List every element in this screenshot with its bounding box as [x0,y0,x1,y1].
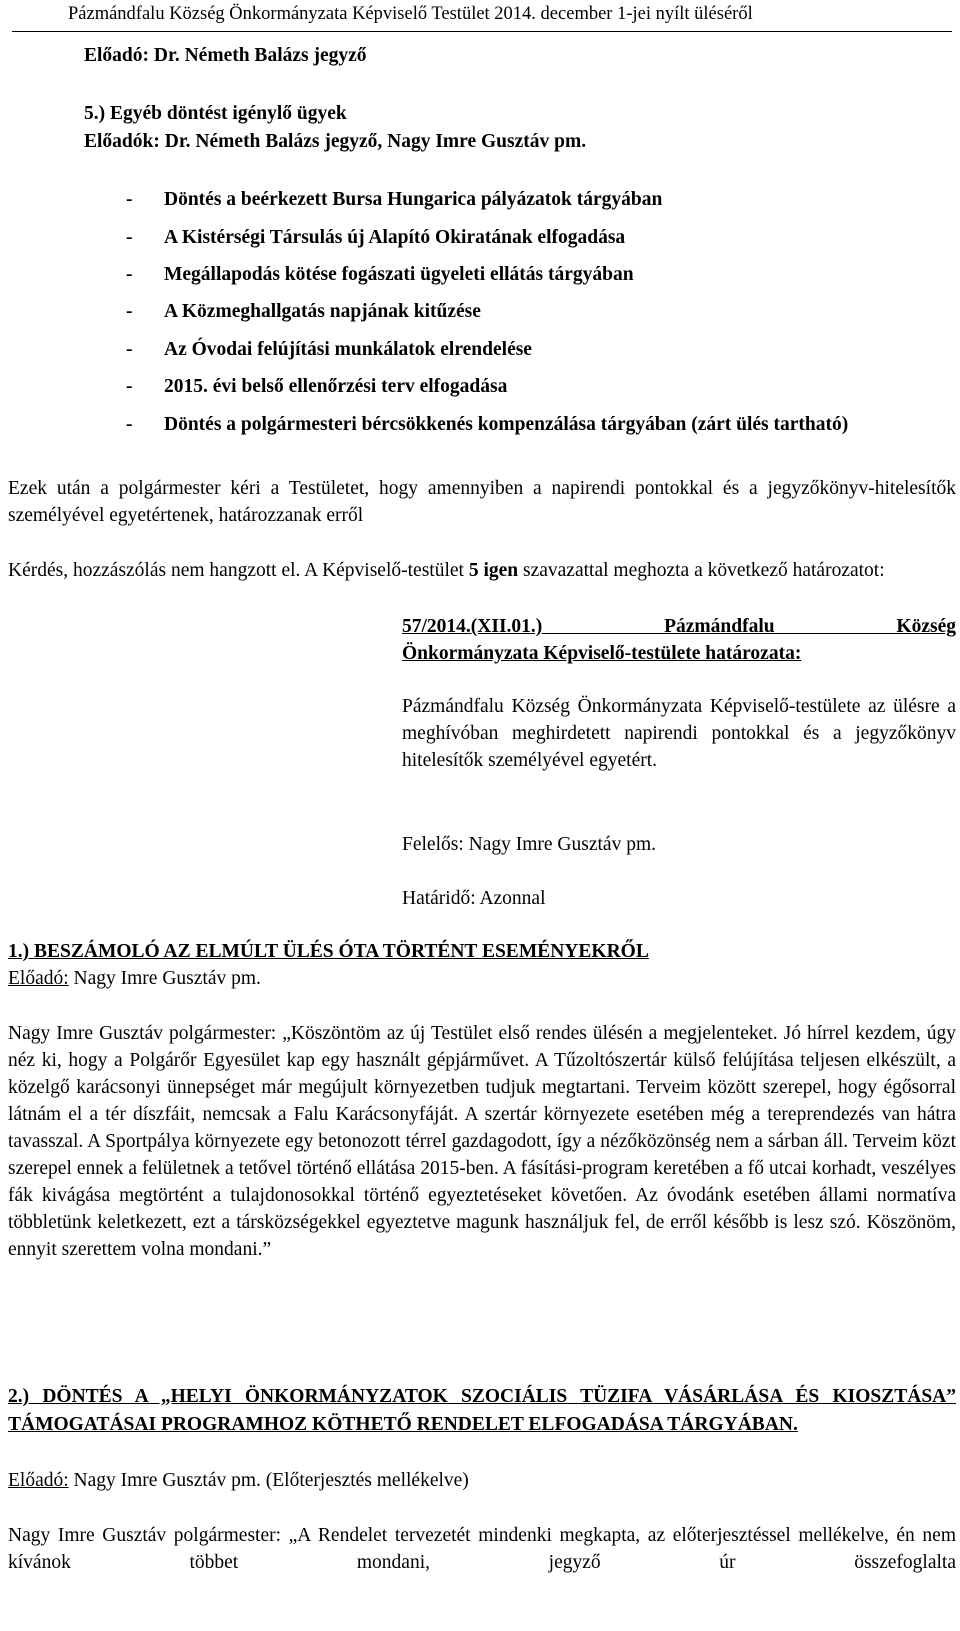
item5-presenters: Előadók: Dr. Németh Balázs jegyző, Nagy Imre Gusztáv pm. [84,131,587,152]
section1-presenter: Előadó: Nagy Imre Gusztáv pm. [8,968,261,989]
resolution-responsible: Felelős: Nagy Imre Gusztáv pm. [402,834,656,855]
section1-speech: Nagy Imre Gusztáv polgármester: „Köszöntöm az új Testület első rendes ülésén a megjelenteket. Jó hírrel kezdem, úgy néz ki, hogy a Polgárőr Egyesület kap egy használt gépjárművet. A Tűzoltószertár külső felújítása teljesen elkészült, a közelgő karácsonyi ünnepséget már megújult környezetben tudjuk megtartani. Terveim között szerepel, hogy égősorral látnám el a tér díszfáit, nemcsak a Falu Karácsonyfáját. A szertár környezete esetében még a tereprendezés van hátra tavasszal. A Sportpálya környezete egy betonozott térrel gazdagodott, így a nézőközönség nem a sárban áll. Terveim közt szerepel ennek a felületnek a tetővel történő ellátása 2015-ben. A fásítási-program keretében a fő utcai korhadt, veszélyes fák kivágása megtörtént a tulajdonosokkal történő egyeztetéseket követően. Az óvodánk esetében állami normatíva többletünk keletkezett, ezt a társközségekkel egyeztetve magunk használjuk fel, de erről később is lesz szó. Köszönöm, ennyit szerettem volna mondani.” [8,1023,956,1260]
resolution-body: Pázmándfalu Község Önkormányzata Képviselő-testülete az ülésre a meghívóban meghirdetett napirendi pontokkal és a jegyzőkönyv hitelesítők személyével egyetért. [402,696,956,771]
section2-title: 2.) DÖNTÉS A „HELYI ÖNKORMÁNYZATOK SZOCIÁLIS TÜZIFA VÁSÁRLÁSA ÉS KIOSZTÁSA” TÁMOGATÁSAI PROGRAMHOZ KÖTHETŐ RENDELET ELFOGADÁSA TÁRGYÁBAN. [8,1386,956,1435]
resolution-heading: 57/2014.(XII.01.) Pázmándfalu Község [402,616,956,637]
agenda-bullet: - Az Óvodai felújítási munkálatok elrendelése [126,339,532,360]
section2-speech: Nagy Imre Gusztáv polgármester: „A Rendelet tervezetét mindenki megkapta, az előterjesztéssel mellékelve, én nem kívánok többet mondani, jegyző úr összefoglalta [8,1525,956,1573]
vote-paragraph: Kérdés, hozzászólás nem hangzott el. A Képviselő-testület 5 igen szavazattal meghozta a következő határozatot: [8,560,885,581]
resolution-deadline: Határidő: Azonnal [402,888,546,909]
item5-title: 5.) Egyéb döntést igénylő ügyek [84,103,347,124]
agenda-bullet: - A Közmeghallgatás napjának kitűzése [126,301,481,322]
resolution-number: 57/2014.(XII.01.) [402,616,543,637]
agenda-bullet: - 2015. évi belső ellenőrzési terv elfogadása [126,376,508,397]
vote-count: 5 igen [468,560,519,581]
mayor-request-paragraph: Ezek után a polgármester kéri a Testületet, hogy amennyiben a napirendi pontokkal és a jegyzőkönyv-hitelesítők személyével egyetértenek, határozzanak erről [8,478,956,526]
section1-title: 1.) BESZÁMOLÓ AZ ELMÚLT ÜLÉS ÓTA TÖRTÉNT ESEMÉNYEKRŐL [8,941,649,962]
running-header: Pázmándfalu Község Önkormányzata Képviselő Testület 2014. december 1-jei nyílt üléséről [68,4,753,24]
header-rule [12,31,952,32]
agenda-bullet: - Döntés a polgármesteri bércsökkenés kompenzálása tárgyában (zárt ülés tartható) [126,414,849,435]
agenda-bullet: - Megállapodás kötése fogászati ügyeleti ellátás tárgyában [126,264,634,285]
presenter-line: Előadó: Dr. Németh Balázs jegyző [84,45,367,66]
agenda-bullet: - Döntés a beérkezett Bursa Hungarica pályázatok tárgyában [126,189,663,210]
section2-presenter: Előadó: Nagy Imre Gusztáv pm. (Előterjesztés mellékelve) [8,1470,469,1491]
agenda-bullet: - A Kistérségi Társulás új Alapító Okiratának elfogadása [126,227,626,248]
resolution-heading-line2: Önkormányzata Képviselő-testülete határozata: [402,643,802,664]
